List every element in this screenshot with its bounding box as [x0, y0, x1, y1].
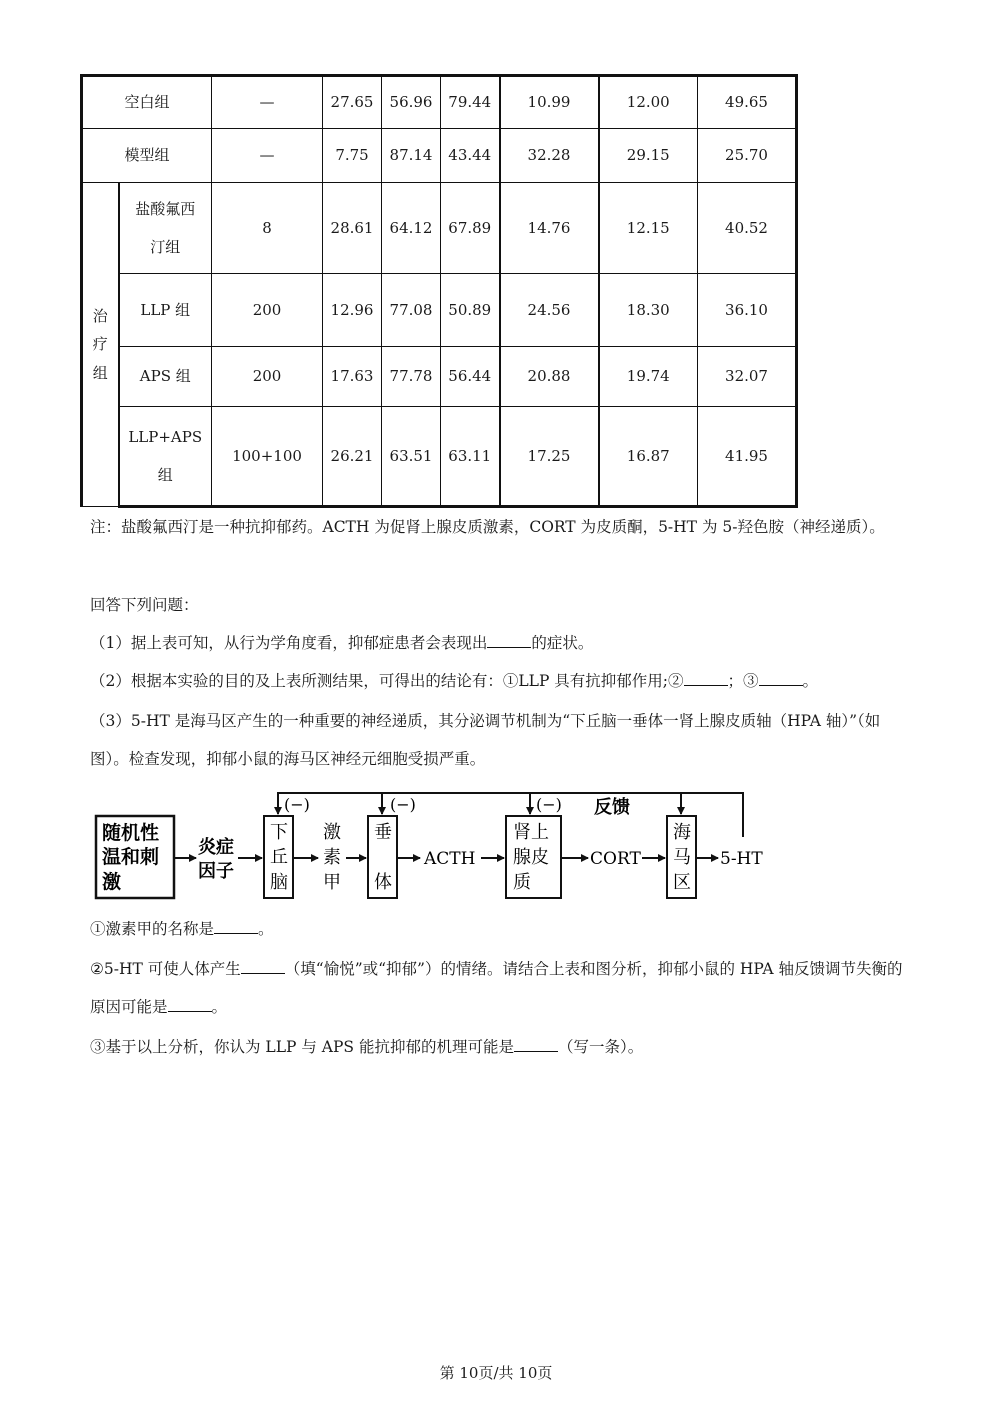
- value-cell: 43.44: [441, 129, 500, 183]
- dose-cell: —: [212, 76, 323, 129]
- pituitary-label: 垂: [374, 822, 392, 843]
- table-row: [82, 347, 797, 407]
- table-row: [82, 274, 797, 347]
- group-cell: LLP 组: [119, 274, 212, 347]
- stimulus-label: 随机性: [102, 822, 160, 844]
- table-row: [82, 76, 797, 129]
- svg-text:因子: 因子: [198, 861, 234, 882]
- svg-text:丘: 丘: [270, 847, 288, 868]
- value-cell: 7.75: [323, 129, 382, 183]
- svg-text:质: 质: [513, 872, 531, 893]
- group-cell: 盐酸氟西汀组: [119, 183, 212, 274]
- value-cell: 40.52: [698, 183, 797, 274]
- group-cell: APS 组: [119, 347, 212, 407]
- treatment-group-label: 治疗组: [82, 183, 119, 507]
- group-cell: LLP+APS组: [119, 407, 212, 507]
- value-cell: 12.00: [599, 76, 698, 129]
- adrenal-cortex-label: 肾上: [513, 822, 549, 843]
- hpa-axis-diagram: [90, 785, 780, 905]
- dose-cell: 8: [212, 183, 323, 274]
- value-cell: 87.14: [382, 129, 441, 183]
- value-cell: 24.56: [500, 274, 599, 347]
- value-cell: 28.61: [323, 183, 382, 274]
- negative-label: (−): [284, 795, 310, 814]
- svg-text:马: 马: [673, 847, 691, 868]
- svg-text:激: 激: [102, 871, 122, 893]
- dose-cell: 200: [212, 274, 323, 347]
- value-cell: 63.11: [441, 407, 500, 507]
- value-cell: 19.74: [599, 347, 698, 407]
- answer-blank[interactable]: [514, 1035, 558, 1052]
- value-cell: 36.10: [698, 274, 797, 347]
- value-cell: 16.87: [599, 407, 698, 507]
- value-cell: 41.95: [698, 407, 797, 507]
- value-cell: 56.44: [441, 347, 500, 407]
- svg-text:素: 素: [323, 847, 341, 868]
- table-row: [82, 183, 797, 274]
- serotonin-label: 5-HT: [720, 849, 763, 869]
- answer-intro: 回答下列问题：: [90, 596, 199, 614]
- value-cell: 17.63: [323, 347, 382, 407]
- value-cell: 12.96: [323, 274, 382, 347]
- data-table: [80, 74, 798, 508]
- table-row: [82, 129, 797, 183]
- value-cell: 18.30: [599, 274, 698, 347]
- value-cell: 77.78: [382, 347, 441, 407]
- group-cell: 模型组: [82, 129, 212, 183]
- svg-text:(−): (−): [536, 795, 562, 814]
- page-footer: 第 10页/共 10页: [439, 1364, 553, 1382]
- value-cell: 49.65: [698, 76, 797, 129]
- svg-text:体: 体: [374, 872, 392, 893]
- svg-text:温和刺: 温和刺: [102, 846, 160, 868]
- table-row: [82, 407, 797, 507]
- value-cell: 26.21: [323, 407, 382, 507]
- value-cell: 10.99: [500, 76, 599, 129]
- acth-label: ACTH: [424, 849, 476, 869]
- group-cell: 空白组: [82, 76, 212, 129]
- hippocampus-label: 海: [673, 822, 691, 843]
- answer-blank[interactable]: [214, 917, 258, 934]
- value-cell: 67.89: [441, 183, 500, 274]
- svg-text:腺皮: 腺皮: [513, 847, 549, 868]
- svg-text:区: 区: [673, 872, 691, 893]
- question-1: （1）据上表可知，从行为学角度看，抑郁症患者会表现出 的症状。: [90, 624, 905, 662]
- sub-question-3: ③基于以上分析，你认为 LLP 与 APS 能抗抑郁的机理可能是 （写一条）。: [90, 1028, 905, 1066]
- value-cell: 32.07: [698, 347, 797, 407]
- dose-cell: 100+100: [212, 407, 323, 507]
- sub-question-1: ①激素甲的名称是 。: [90, 910, 905, 948]
- dose-cell: —: [212, 129, 323, 183]
- value-cell: 27.65: [323, 76, 382, 129]
- value-cell: 56.96: [382, 76, 441, 129]
- dose-cell: 200: [212, 347, 323, 407]
- answer-blank[interactable]: [168, 995, 212, 1012]
- inflammatory-factor-label: 炎症: [198, 837, 234, 858]
- answer-blank[interactable]: [759, 669, 803, 686]
- value-cell: 12.15: [599, 183, 698, 274]
- value-cell: 77.08: [382, 274, 441, 347]
- svg-text:(−): (−): [390, 795, 416, 814]
- feedback-label: 反馈: [594, 797, 630, 818]
- value-cell: 17.25: [500, 407, 599, 507]
- value-cell: 29.15: [599, 129, 698, 183]
- hormone-a-label: 激: [323, 822, 341, 843]
- table-note: 注：盐酸氟西汀是一种抗抑郁药。ACTH 为促肾上腺皮质激素，CORT 为皮质酮，5-HT 为 5-羟色胺（神经递质）。: [90, 518, 885, 536]
- value-cell: 20.88: [500, 347, 599, 407]
- question-3: （3）5-HT 是海马区产生的一种重要的神经递质，其分泌调节机制为“下丘脑一垂体一肾上腺皮质轴（HPA 轴）”（如图）。检查发现，抑郁小鼠的海马区神经元细胞受损严重。: [90, 712, 881, 768]
- value-cell: 25.70: [698, 129, 797, 183]
- cort-label: CORT: [590, 849, 641, 869]
- value-cell: 14.76: [500, 183, 599, 274]
- svg-text:脑: 脑: [270, 872, 288, 893]
- answer-blank[interactable]: [241, 957, 285, 974]
- value-cell: 64.12: [382, 183, 441, 274]
- sub-question-2: ②5-HT 可使人体产生 （填“愉悦”或“抑郁”）的情绪。请结合上表和图分析，抑郁小鼠的 HPA 轴反馈调节失衡的原因可能是 。: [90, 950, 905, 1026]
- value-cell: 79.44: [441, 76, 500, 129]
- value-cell: 63.51: [382, 407, 441, 507]
- question-2: （2）根据本实验的目的及上表所测结果，可得出的结论有：①LLP 具有抗抑郁作用;② ；③ 。: [90, 662, 905, 700]
- answer-blank[interactable]: [487, 631, 531, 648]
- answer-blank[interactable]: [684, 669, 728, 686]
- value-cell: 50.89: [441, 274, 500, 347]
- value-cell: 32.28: [500, 129, 599, 183]
- hypothalamus-label: 下: [270, 822, 288, 843]
- svg-text:甲: 甲: [323, 872, 341, 893]
